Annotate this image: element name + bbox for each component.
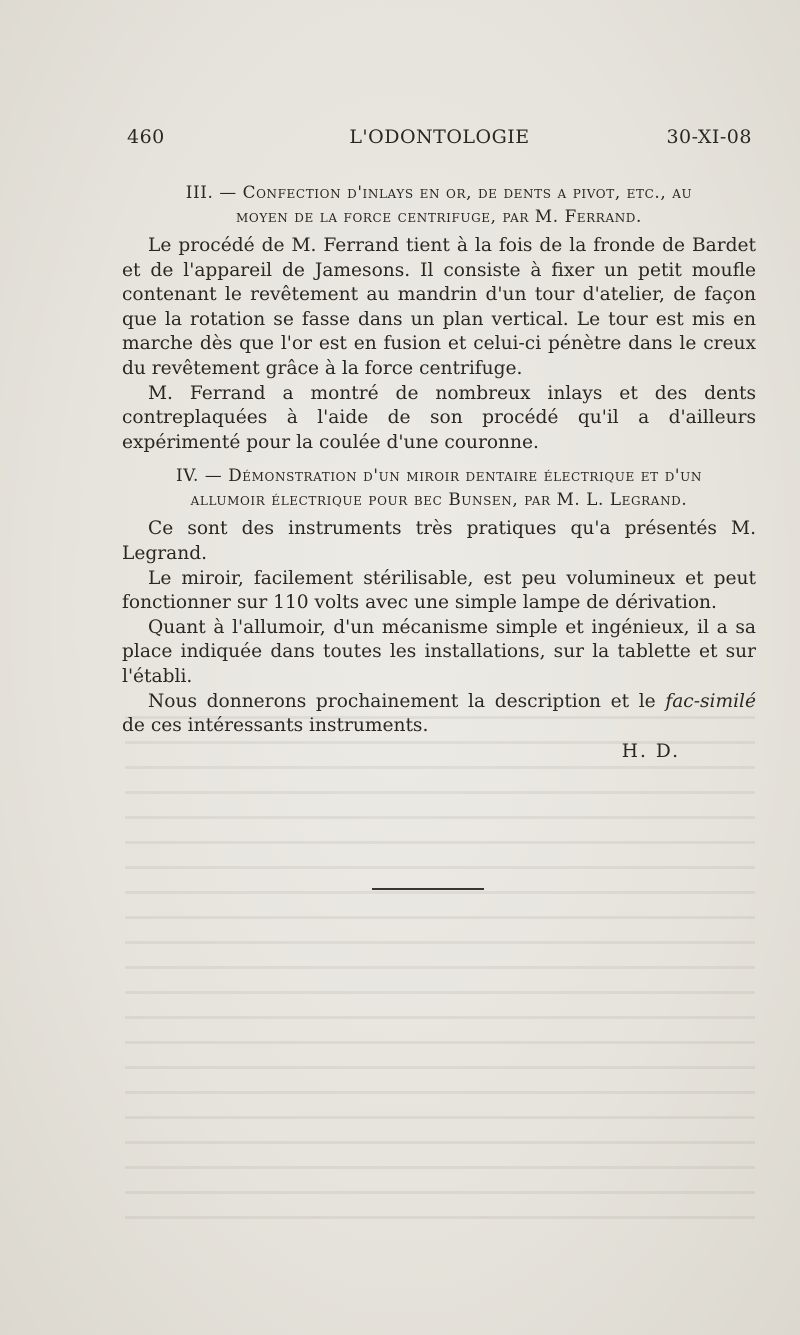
section-title-iv [122, 463, 756, 511]
section-title-iv-line2: allumoir électrique pour bec Bunsen, par M. L. Legrand. [190, 489, 688, 510]
show-through-texture [125, 700, 755, 1220]
paragraph: Le procédé de M. Ferrand tient à la fois de la fronde de Bardet et de l'appareil de Jamesons. Il consiste à fixer un petit moufle contenant le revêtement au mandrin d'un tour d'atelier, de façon que la rotation se fasse dans un plan vertical. Le tour est mis en marche dès que l'or est en fusion et celui-ci pénètre dans le creux du revêtement grâce à la force centrifuge. [122, 235, 756, 379]
paragraph: Ce sont des instruments très pratiques qu'a présentés M. Legrand. [122, 518, 756, 564]
section-title-iii-line2: moyen de la force centrifuge, par M. Ferrand. [236, 206, 642, 226]
issue-date: 30-XI-08 [666, 126, 752, 148]
paragraph: M. Ferrand a montré de nombreux inlays et des dents contreplaquées à l'aide de son procédé qu'il a d'ailleurs expérimenté pour la coulée d'une couronne. [122, 382, 756, 453]
section-title-iii-line1: III. — Confection d'inlays en or, de dents a pivot, etc., au [185, 182, 693, 202]
section-title-iii [122, 180, 756, 228]
author-signature: H. D. [621, 740, 680, 762]
paragraph [122, 690, 756, 739]
paragraph: Le miroir, facilement stérilisable, est peu volumineux et peut fonctionner sur 110 volts avec une simple lampe de dérivation. [122, 567, 756, 614]
page-number: 460 [127, 126, 165, 148]
journal-title: L'ODONTOLOGIE [349, 126, 530, 148]
paragraph: Quant à l'allumoir, d'un mécanisme simple et ingénieux, il a sa place indiquée dans toutes les installations, sur la tablette et sur l'établi. [122, 616, 756, 687]
section-divider [372, 888, 484, 890]
article-body [122, 180, 756, 764]
section-title-iv-line1: IV. — Démonstration d'un miroir dentaire électrique et d'un [176, 465, 702, 486]
paragraph-text: Nous donnerons prochainement la description et le [148, 690, 666, 712]
paragraph-text: de ces intéressants instruments. [122, 715, 429, 737]
italic-term: fac-similé [665, 690, 756, 712]
